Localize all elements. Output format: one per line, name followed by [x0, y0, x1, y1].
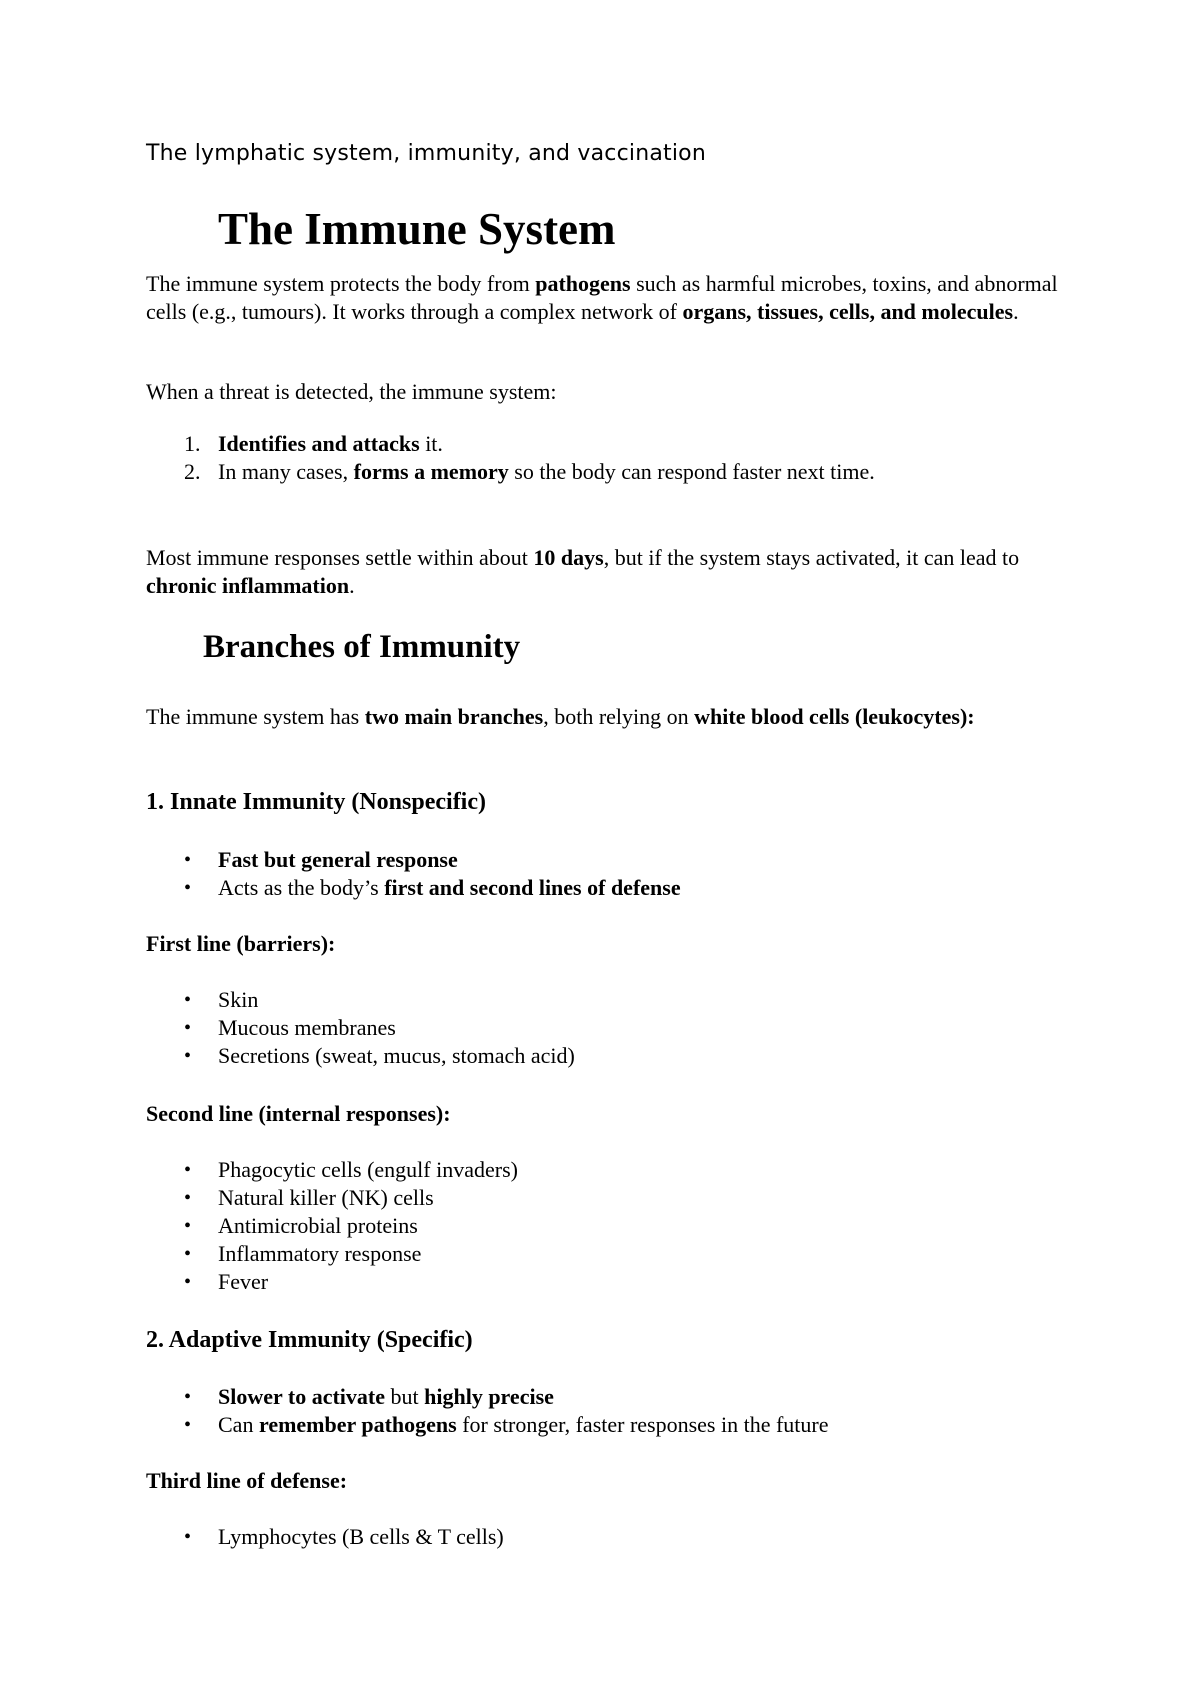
list-item — [146, 1411, 1066, 1439]
branches-intro — [146, 703, 1066, 731]
step-bold: forms a memory — [353, 459, 509, 484]
list-item — [146, 1042, 1066, 1070]
intro-paragraph — [146, 270, 1066, 326]
item-text: Inflammatory response — [218, 1241, 422, 1266]
point-bold: Fast but general response — [218, 847, 458, 872]
threat-steps-list — [146, 430, 1066, 486]
bullet: • — [184, 989, 192, 1011]
intro-text-2: such as harmful microbes, toxins, and abnormal cells (e.g., tumours). It works through a complex network of — [146, 271, 1058, 324]
list-item — [146, 1268, 1066, 1296]
branches-bold-two: two main branches — [364, 704, 544, 729]
second-line-label: Second line (internal responses): — [146, 1101, 451, 1126]
intro-bold-pathogens: pathogens — [535, 271, 631, 296]
heading-innate: 1. Innate Immunity (Nonspecific) — [146, 789, 486, 815]
list-item — [146, 986, 1066, 1014]
point-bold: Slower to activate — [218, 1384, 385, 1409]
list-item — [146, 846, 1066, 874]
threat-intro: When a threat is detected, the immune system: — [146, 379, 557, 404]
intro-text-1: The immune system protects the body from — [146, 271, 536, 296]
item-text: Natural killer (NK) cells — [218, 1185, 434, 1210]
heading-immune-system: The Immune System — [218, 204, 616, 254]
settle-bold-inflammation: chronic inflammation — [146, 573, 350, 598]
list-item — [146, 874, 1066, 902]
step-pre: In many cases, — [218, 459, 354, 484]
third-line-label: Third line of defense: — [146, 1468, 348, 1493]
intro-text-3: . — [1013, 299, 1019, 324]
item-text: Phagocytic cells (engulf invaders) — [218, 1157, 518, 1182]
point-pre: Can — [218, 1412, 259, 1437]
bullet: • — [184, 1271, 192, 1293]
branches-bold-leukocytes: white blood cells (leukocytes): — [694, 704, 975, 729]
bullet: • — [184, 1215, 192, 1237]
bullet: • — [184, 1526, 192, 1548]
point-bold: remember pathogens — [258, 1412, 457, 1437]
item-text: Lymphocytes (B cells & T cells) — [218, 1524, 504, 1549]
bullet: • — [184, 1243, 192, 1265]
point-mid: but — [385, 1384, 425, 1409]
point-pre: Acts as the body’s — [218, 875, 385, 900]
bullet: • — [184, 1386, 192, 1408]
bullet: • — [184, 1187, 192, 1209]
heading-branches: Branches of Immunity — [203, 629, 521, 665]
step-text: it. — [419, 431, 443, 456]
list-number: 1. — [184, 431, 201, 456]
step-text: so the body can respond faster next time. — [508, 459, 875, 484]
list-item — [146, 1156, 1066, 1184]
bullet: • — [184, 1159, 192, 1181]
intro-bold-organs: organs, tissues, cells, and molecules — [682, 299, 1014, 324]
list-number: 2. — [184, 459, 201, 484]
item-text: Antimicrobial proteins — [218, 1213, 418, 1238]
bullet: • — [184, 1414, 192, 1436]
first-line-list — [146, 986, 1066, 1070]
step-bold: Identifies and attacks — [218, 431, 420, 456]
settle-text-2: , but if the system stays activated, it can lead to — [603, 545, 1020, 570]
bullet: • — [184, 1017, 192, 1039]
point-bold: first and second lines of defense — [384, 875, 681, 900]
third-line-list — [146, 1523, 1066, 1551]
list-item — [146, 430, 1066, 458]
first-line-label: First line (barriers): — [146, 931, 336, 956]
item-text: Fever — [218, 1269, 269, 1294]
point-bold-2: highly precise — [424, 1384, 554, 1409]
list-item — [146, 458, 1066, 486]
branches-text-1: The immune system has — [146, 704, 365, 729]
item-text: Secretions (sweat, mucus, stomach acid) — [218, 1043, 575, 1068]
item-text: Mucous membranes — [218, 1015, 396, 1040]
bullet: • — [184, 1045, 192, 1067]
adaptive-points-list — [146, 1383, 1066, 1439]
settle-paragraph — [146, 544, 1066, 600]
second-line-list — [146, 1156, 1066, 1296]
settle-bold-days: 10 days — [533, 545, 604, 570]
list-item — [146, 1383, 1066, 1411]
heading-adaptive: 2. Adaptive Immunity (Specific) — [146, 1327, 473, 1353]
innate-points-list — [146, 846, 1066, 902]
item-text: Skin — [218, 987, 259, 1012]
list-item — [146, 1523, 1066, 1551]
list-item — [146, 1184, 1066, 1212]
point-text: for stronger, faster responses in the future — [456, 1412, 829, 1437]
branches-text-2: , both relying on — [543, 704, 695, 729]
list-item — [146, 1240, 1066, 1268]
list-item — [146, 1212, 1066, 1240]
list-item — [146, 1014, 1066, 1042]
bullet: • — [184, 849, 192, 871]
bullet: • — [184, 877, 192, 899]
settle-text-1: Most immune responses settle within about — [146, 545, 534, 570]
document-title: The lymphatic system, immunity, and vaccination — [146, 141, 706, 166]
settle-text-3: . — [349, 573, 355, 598]
